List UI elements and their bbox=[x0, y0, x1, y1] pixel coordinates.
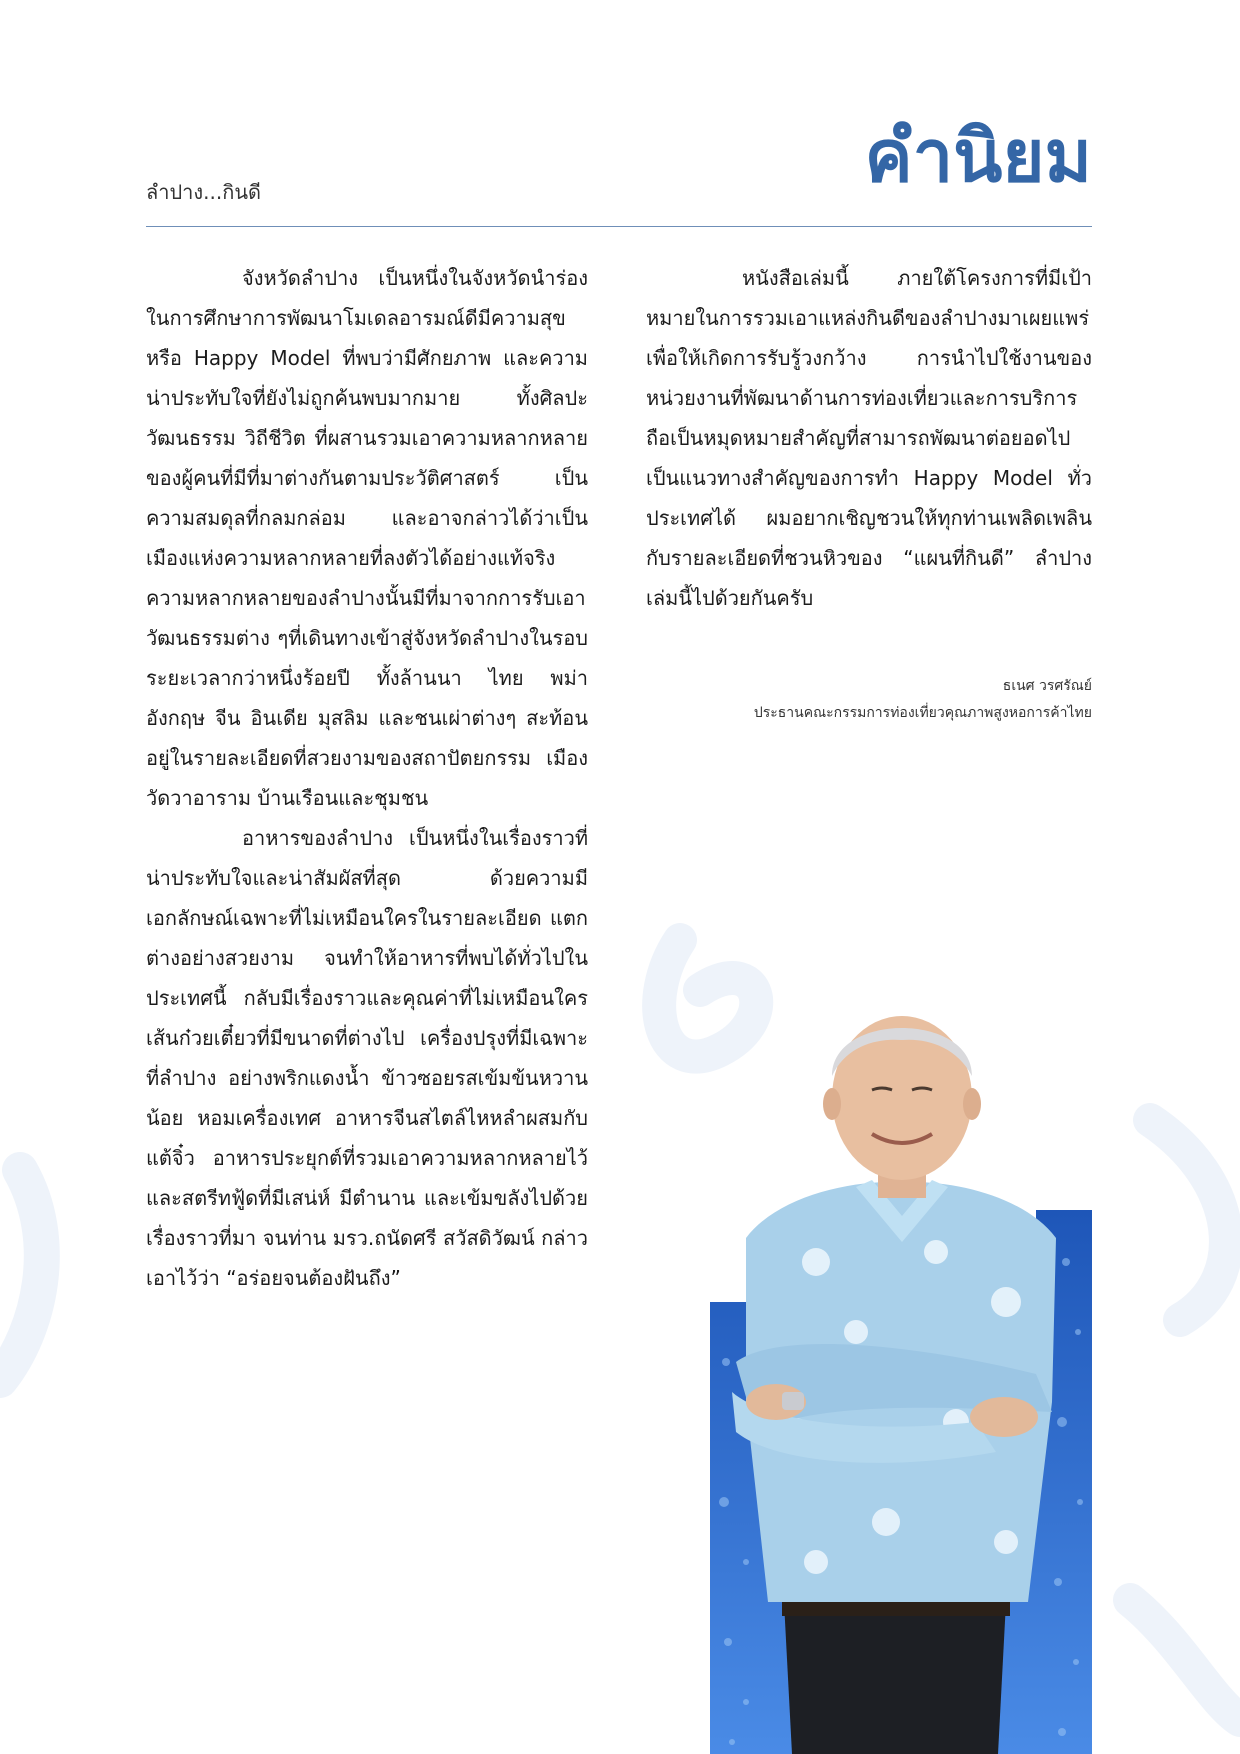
signature-name: ธเนศ วรศรัณย์ bbox=[1002, 678, 1092, 694]
title-divider bbox=[146, 226, 1092, 227]
left-text-column bbox=[146, 258, 588, 1298]
page-title: คำนิยม bbox=[864, 114, 1092, 198]
running-head: ลำปาง...กินดี bbox=[146, 180, 262, 204]
paragraph-text: หนังสือเล่มนี้ ภายใต้โครงการที่มีเป้าหมายในการรวมเอาแหล่งกินดีของลำปางมาเผยแพร่ เพื่อให้เกิดการรับรู้วงกว้าง การนำไปใช้งานของหน่วยงานที่พัฒนาด้านการท่องเที่ยวและการบริการ ถือเป็นหมุดหมายสำคัญที่สามารถพัฒนาต่อยอดไปเป็นแนวทางสำคัญของการทำ Happy Model ทั่วประเทศได้ ผมอยากเชิญชวนให้ทุกท่านเพลิดเพลินกับรายละเอียดที่ชวนหิวของ bbox=[646, 266, 1092, 570]
body-paragraph: จังหวัดลำปาง เป็นหนึ่งในจังหวัดนำร่องในการศึกษาการพัฒนาโมเดลอารมณ์ดีมีความสุข หรือ Happy Model ที่พบว่ามีศักยภาพ และความน่าประทับใจที่ยังไม่ถูกค้นพบมากมาย ทั้งศิลปะวัฒนธรรม วิถีชีวิต ที่ผสานรวมเอาความหลากหลายของผู้คนที่มีที่มาต่างกันตามประวัติศาสตร์ เป็นความสมดุลที่กลมกล่อม และอาจกล่าวได้ว่าเป็นเมืองแห่งความหลากหลายที่ลงตัวได้อย่างแท้จริง ความหลากหลายของลำปางนั้นมีที่มาจากการรับเอาวัฒนธรรมต่าง ๆที่เดินทางเข้าสู่จังหวัดลำปางในรอบระยะเวลากว่าหนึ่งร้อยปี ทั้งล้านนา ไทย พม่า อังกฤษ จีน อินเดีย มุสลิม และชนเผ่าต่างๆ สะท้อนอยู่ในรายละเอียดที่สวยงามของสถาปัตยกรรม เมือง วัดวาอาราม บ้านเรือนและชุมชน bbox=[146, 266, 588, 810]
famous-quote: “อร่อยจนต้องฝันถึง” bbox=[226, 1266, 401, 1290]
signature-position: ประธานคณะกรรมการท่องเที่ยวคุณภาพสูงหอการค้าไทย bbox=[753, 705, 1092, 721]
signature-block bbox=[754, 673, 1092, 727]
paragraph-text: อาหารของลำปาง เป็นหนึ่งในเรื่องราวที่น่าประทับใจและน่าสัมผัสที่สุด ด้วยความมีเอกลักษณ์เฉพาะที่ไม่เหมือนใครในรายละเอียด แตกต่างอย่างสวยงาม จนทำให้อาหารที่พบได้ทั่วไปในประเทศนี้ กลับมีเรื่องราวและคุณค่าที่ไม่เหมือนใคร เส้นก๋วยเตี๋ยวที่มีขนาดที่ต่างไป เครื่องปรุงที่มีเฉพาะที่ลำปาง อย่างพริกแดงน้ำ ข้าวซอยรสเข้มข้นหวานน้อย หอมเครื่องเทศ อาหารจีนสไตล์ไหหลำผสมกับแต้จิ๋ว อาหารประยุกต์ที่รวมเอาความหลากหลายไว้ และสตรีทฟู้ดที่มีเสน่ห์ มีตำนาน และเข้มขลังไปด้วยเรื่องราวที่มา จนท่าน มรว.ถนัดศรี สวัสดิวัฒน์ กล่าวเอาไว้ว่า bbox=[146, 826, 588, 1290]
right-text-column bbox=[646, 258, 1092, 618]
wristwatch bbox=[782, 1392, 804, 1410]
paragraph-end: ลำปาง เล่มนี้ไปด้วยกันครับ bbox=[646, 546, 1093, 610]
map-title-quote: “แผนที่กินดี” bbox=[903, 546, 1015, 570]
body-paragraph bbox=[646, 258, 1092, 618]
portrait-photo bbox=[706, 1002, 1092, 1754]
body-paragraph bbox=[146, 818, 588, 1298]
hand bbox=[970, 1397, 1038, 1437]
